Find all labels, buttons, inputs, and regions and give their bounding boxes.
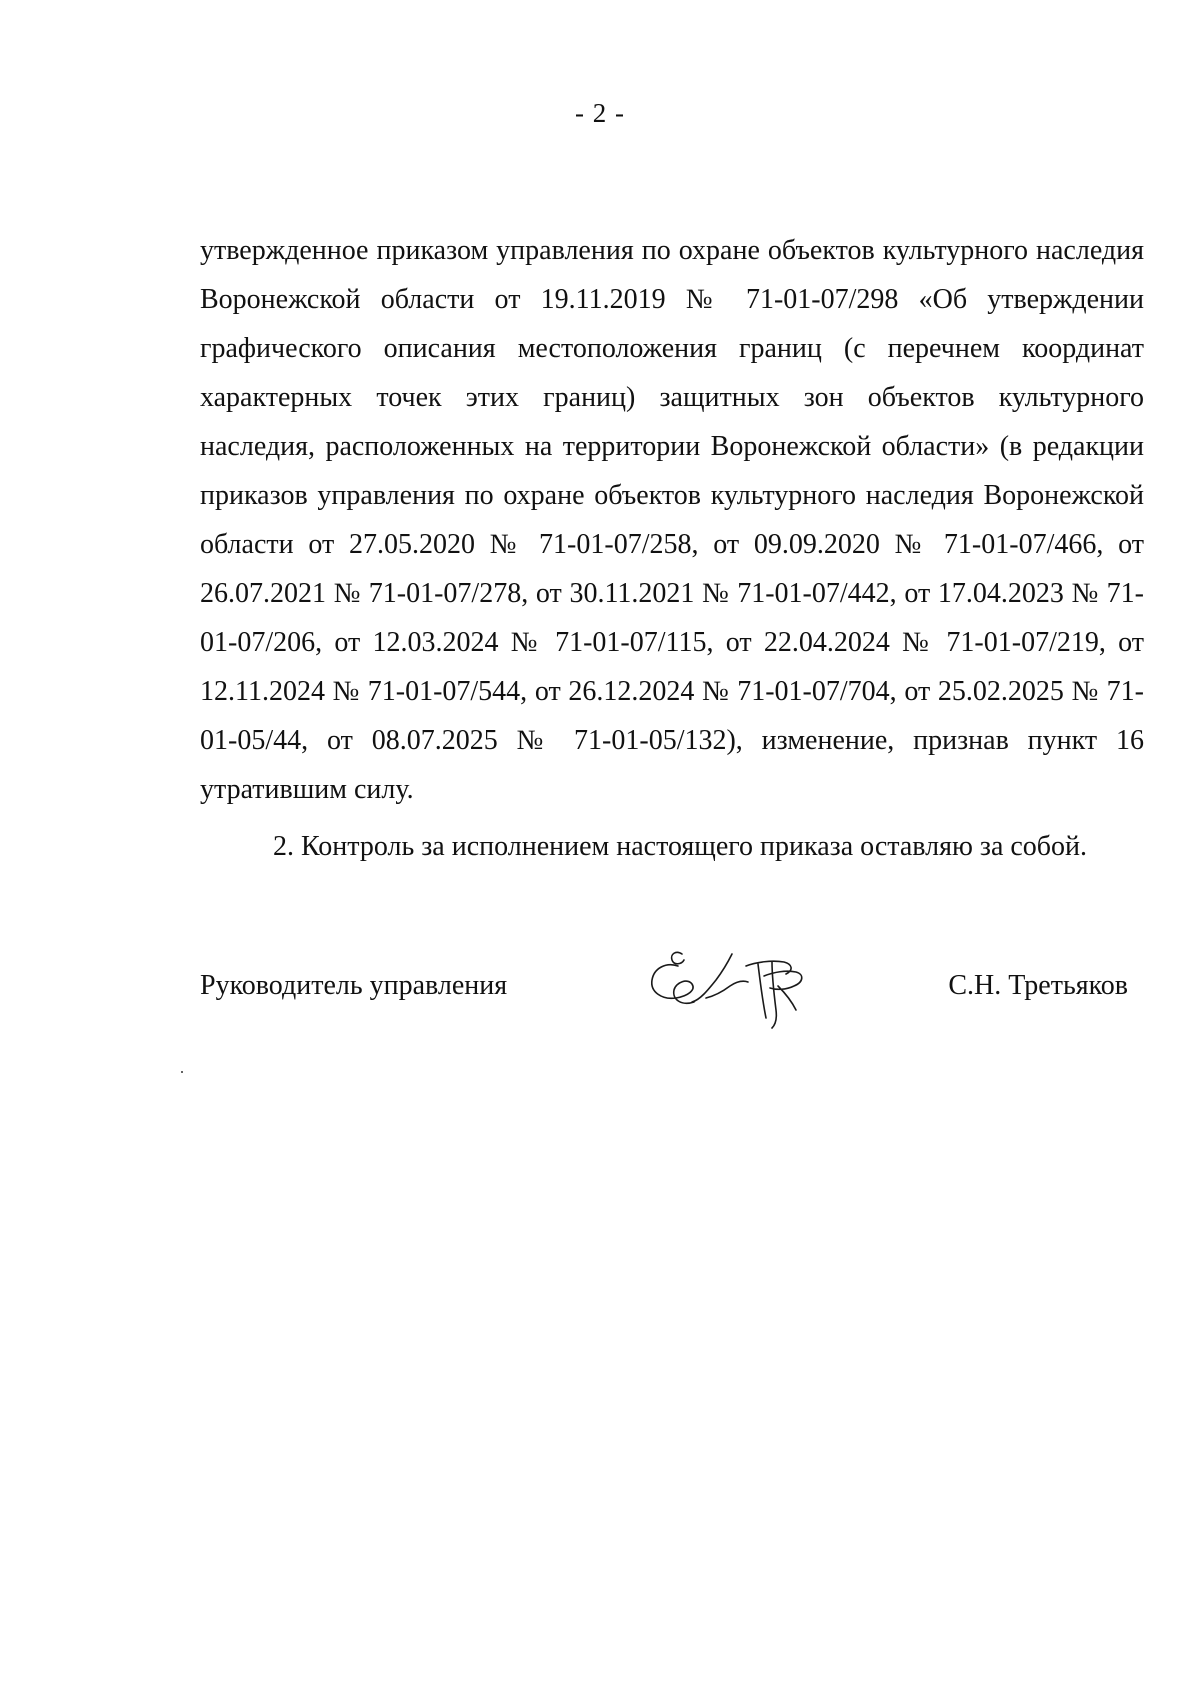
scan-speck <box>181 1071 183 1073</box>
page-number: - 2 - <box>575 98 625 128</box>
paragraph-item-2: 2. Контроль за исполнением настоящего приказа оставляю за собой. <box>273 831 1088 862</box>
handwritten-signature-icon <box>626 940 826 1040</box>
paragraph-continuation: утвержденное приказом управления по охране объектов культурного наследия Воронежской области от 19.11.2019 № 71-01-07/298 «Об утверждении графического описания местоположения границ (с перечнем координат характерных точек этих границ) защитных зон объектов культурного наследия, расположенных на территории Воронежской области» (в редакции приказов управления по охране объектов культурного наследия Воронежской области от 27.05.2020 № 71-01-07/258, от 09.09.2020 № 71-01-07/466, от 26.07.2021 № 71-01-07/278, от 30.11.2021 № 71-01-07/442, от 17.04.2023 № 71-01-07/206, от 12.03.2024 № 71-01-07/115, от 22.04.2024 № 71-01-07/219, от 12.11.2024 № 71-01-07/544, от 26.12.2024 № 71-01-07/704, от 25.02.2025 № 71-01-05/44, от 08.07.2025 № 71-01-05/132), изменение, признав пункт 16 утратившим силу. <box>200 235 1144 805</box>
signature-block <box>200 950 1144 1060</box>
signatory-name: С.Н. Третьяков <box>948 970 1128 1001</box>
signatory-position: Руководитель управления <box>200 970 508 1001</box>
document-body <box>200 226 1144 871</box>
